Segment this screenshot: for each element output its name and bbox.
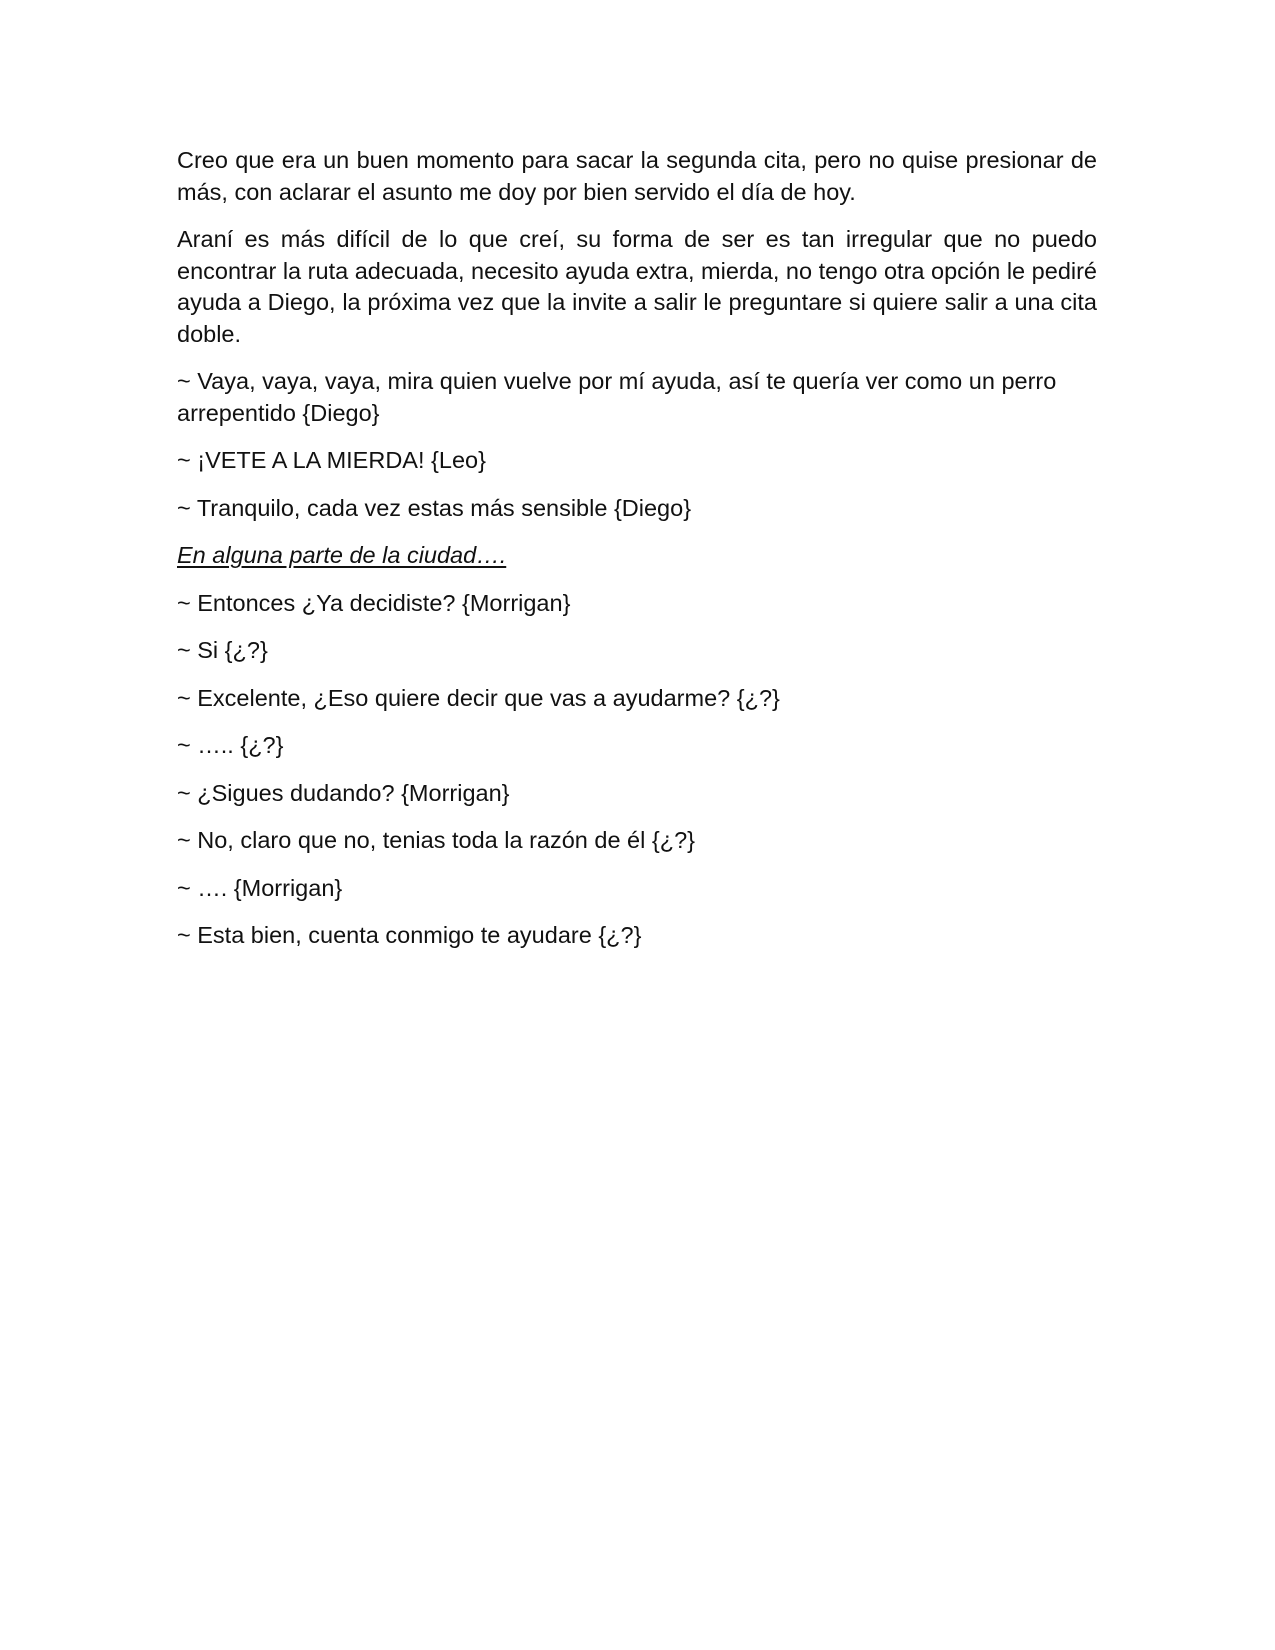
dialogue-line-leo: ~ ¡VETE A LA MIERDA! {Leo} — [177, 447, 486, 473]
paragraph-2: Araní es más difícil de lo que creí, su forma de ser es tan irregular que no puedo encontrar la ruta adecuada, necesito ayuda extra, mierda, no tengo otra opción le pediré ayuda a Diego, la próxima vez que la invite a salir le preguntare si quiere salir a una cita doble. — [177, 226, 1097, 347]
dialogue-line: ~ No, claro que no, tenias toda la razón de él {¿?} — [177, 827, 695, 853]
dialogue-line: ~ Esta bien, cuenta conmigo te ayudare {¿?} — [177, 922, 642, 948]
dialogue-line: ~ …. {Morrigan} — [177, 874, 343, 901]
dialogue-line: ~ Si {¿?} — [177, 637, 268, 663]
dialogue-line-diego-2: ~ Tranquilo, cada vez estas más sensible {Diego} — [177, 494, 692, 521]
dialogue-line: ~ ¿Sigues dudando? {Morrigan} — [177, 779, 510, 806]
scene-heading: En alguna parte de la ciudad…. — [177, 542, 507, 568]
paragraph-1: Creo que era un buen momento para sacar la segunda cita, pero no quise presionar de más, con aclarar el asunto me doy por bien servido el día de hoy. — [177, 147, 1097, 205]
dialogue-line-diego-1: ~ Vaya, vaya, vaya, mira quien vuelve por mí ayuda, así te quería ver como un perro arrepentido {Diego} — [177, 368, 1057, 426]
dialogue-line: ~ ….. {¿?} — [177, 732, 284, 758]
dialogue-line: ~ Excelente, ¿Eso quiere decir que vas a ayudarme? {¿?} — [177, 684, 780, 711]
dialogue-line: ~ Entonces ¿Ya decidiste? {Morrigan} — [177, 589, 571, 616]
document-page — [177, 145, 1097, 968]
